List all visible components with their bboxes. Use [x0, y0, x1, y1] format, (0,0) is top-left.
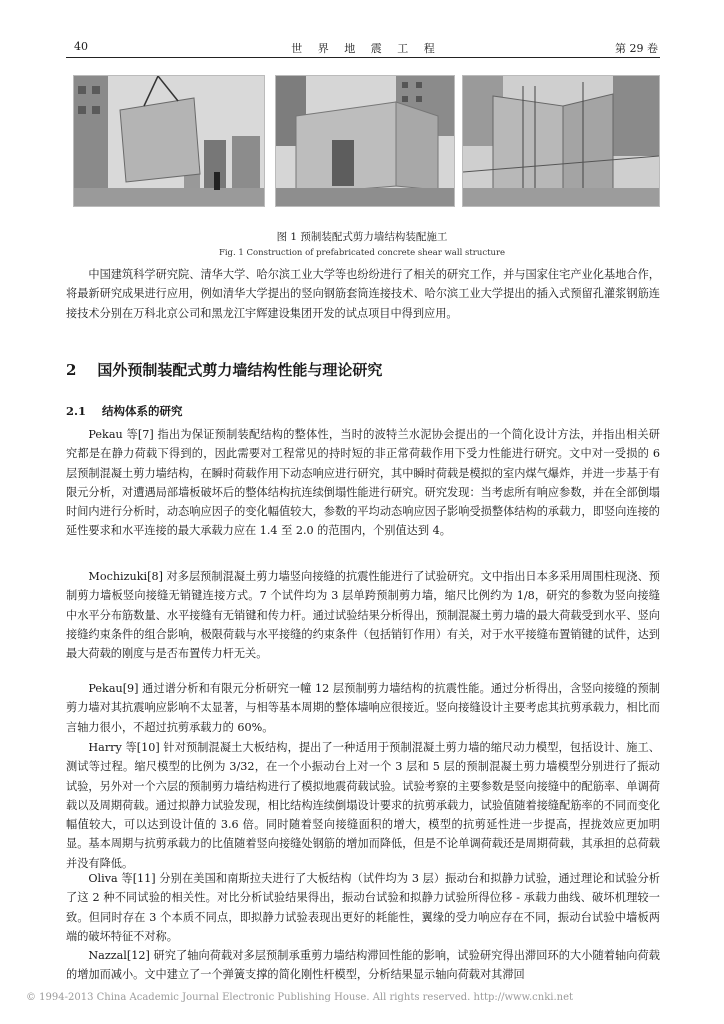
subsection-heading [66, 403, 183, 419]
volume-label: 第 29 卷 [615, 42, 658, 55]
figure-caption-en: Fig. 1 Construction of prefabricated concrete shear wall structure [218, 248, 506, 258]
figure-caption-cn: 图 1 预制装配式剪力墙结构装配施工 [276, 231, 448, 243]
copyright-footer: © 1994-2013 China Academic Journal Electronic Publishing House. All rights reserved. http://www.cnki.net [26, 992, 574, 1003]
paragraph-harry: Harry 等[10] 针对预制混凝土大板结构，提出了一种适用于预制混凝土剪力墙的缩尺动力模型，包括设计、施工、测试等过程。缩尺模型的比例为 3/32，在一个小振动台上对一个 3 层和 5 层的预制混凝土剪力墙模型分别进行了振动试验，另外对一个六层的预制剪力墙结构进行了模拟地震荷载试验。试验考察的主要参数是竖向接缝中的配筋率、单调荷载以及周期荷载。通过拟静力试验发现，相比结构连续倒塌设计要求的抗剪承载力，试验值随着接缝配筋率的不同而变化幅值较大，可以达到设计值的 3.6 倍。同时随着竖向接缝面积的增大，模型的抗剪延性进一步提高，捏拢效应更加明显。基本周期与抗剪承载力的比值随着竖向接缝处钢筋的增加而降低，但是不论单调荷载还是周期荷载，其承担的总荷载并没有降低。 [66, 741, 660, 870]
page-number: 40 [74, 40, 88, 53]
subsection-number: 2.1 [66, 404, 87, 418]
paragraph-oliva: Oliva 等[11] 分别在美国和南斯拉夫进行了大板结构（试件均为 3 层）振动台和拟静力试验，通过理论和试验分析了这 2 种不同试验的相关性。对比分析试验结果得出，振动台试验和拟静力试验所得位移 - 承载力曲线、破坏机理较一致。但同时存在 3 个本质不同点，即拟静力试验表现出更好的耗能性，翼缘的受力响应存在不同，振动台试验中墙板两端的破坏特征不对称。 [66, 872, 660, 943]
section-heading [66, 359, 382, 380]
photo-wall-assembly [275, 75, 455, 207]
subsection-title: 结构体系的研究 [102, 404, 183, 418]
paragraph-pekau-9: Pekau[9] 通过谱分析和有限元分析研究一幢 12 层预制剪力墙结构的抗震性能。通过分析得出，含竖向接缝的预制剪力墙对其抗震响应影响不太显著，与相等基本周期的整体墙响应很接近。竖向接缝设计主要考虑其抗剪承载力，相比而言轴力很小，不超过抗剪承载力的 60%。 [66, 682, 660, 734]
paragraph-nazzal: Nazzal[12] 研究了轴向荷载对多层预制承重剪力墙结构滞回性能的影响，试验研究得出滞回环的大小随着轴向荷载的增加而减小。文中建立了一个弹簧支撑的简化刚性杆模型，分析结果显示轴向荷载对其滞回 [66, 949, 660, 982]
header-rule [66, 57, 660, 58]
section-title: 国外预制装配式剪力墙结构性能与理论研究 [97, 361, 383, 379]
paragraph-pekau-7: Pekau 等[7] 指出为保证预制装配结构的整体性，当时的波特兰水泥协会提出的一个简化设计方法，并指出相关研究都是在静力荷载下得到的，因此需要对工程常见的持时短的非正常荷载作用下受力性能进行研究。文中对一受损的 6 层预制混凝土剪力墙结构，在瞬时荷载作用下动态响应进行研究，其中瞬时荷载是模拟的室内煤气爆炸，并进一步基于有限元分析，对遭遇局部墙板破坏后的整体结构抗连续倒塌性能进行研究。研究发现：当考虑所有响应参数，并在全部倒塌时间内进行分析时，动态响应因子的变化幅值较大，参数的平均动态响应因子影响受损整体结构的承载力，即竖向连接的延性要求和水平连接的最大承载力应在 1.4 至 2.0 的范围内，个别值达到 4。 [66, 428, 660, 538]
intro-paragraph: 中国建筑科学研究院、清华大学、哈尔滨工业大学等也纷纷进行了相关的研究工作，并与国家住宅产业化基地合作，将最新研究成果进行应用，例如清华大学提出的竖向钢筋套筒连接技术、哈尔滨工业大学提出的插入式预留孔灌浆钢筋连接技术分别在万科北京公司和黑龙江宇辉建设集团开发的试点项目中得到应用。 [66, 268, 660, 320]
journal-title: 世 界 地 震 工 程 [291, 42, 441, 55]
running-header [74, 38, 658, 56]
paragraph-mochizuki: Mochizuki[8] 对多层预制混凝土剪力墙竖向接缝的抗震性能进行了试验研究。文中指出日本多采用周围柱现浇、预制剪力墙板竖向接缝无销键连接方式。7 个试件均为 3 层单跨预制剪力墙，缩尺比例约为 1/8，研究的参数为竖向接缝中水平分布筋数量、水平接缝有无销键和传力杆。通过试验结果分析得出，预制混凝土剪力墙的最大荷载受到水平、竖向接缝约束条件的组合影响，极限荷载与水平接缝的约束条件（包括销钉作用）有关，对于水平接缝布置销键的试件，达到最大荷载的刚度与是否布置传力杆无关。 [66, 570, 660, 661]
section-number: 2 [66, 361, 77, 379]
photo-interior-panels [462, 75, 660, 207]
photo-panel-hoisting [73, 75, 265, 207]
